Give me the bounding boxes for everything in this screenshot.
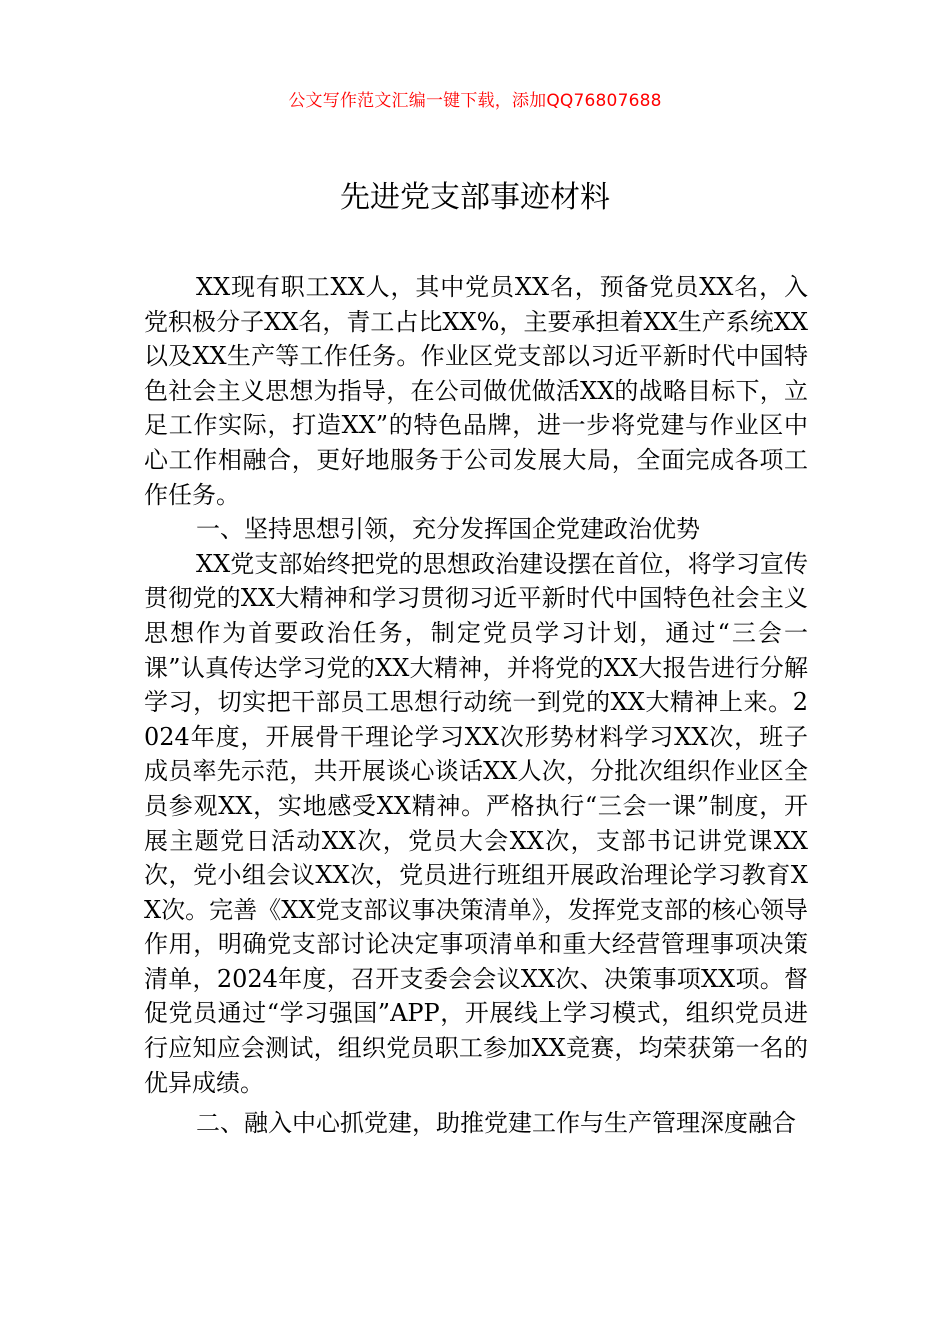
section-heading-2: 二、融入中心抓党建，助推党建工作与生产管理深度融合: [196, 1109, 796, 1138]
header-download-note: 公文写作范文汇编一键下载，添加QQ76807688: [288, 91, 662, 111]
section-heading-1: 一、坚持思想引领，充分发挥国企党建政治优势: [196, 515, 700, 544]
document-title: 先进党支部事迹材料: [340, 180, 610, 215]
document-body: [144, 270, 808, 1141]
intro-paragraph: XX现有职工XX人，其中党员XX名，预备党员XX名，入党积极分子XX名，青工占比XX%，主要承担着XX生产系统XX以及XX生产等工作任务。作业区党支部以习近平新时代中国特色社会主义思想为指导，在公司做优做活XX的战略目标下，立足工作实际，打造XX”的特色品牌，进一步将党建与作业区中心工作相融合，更好地服务于公司发展大局，全面完成各项工作任务。: [144, 273, 808, 509]
section-1-paragraph: XX党支部始终把党的思想政治建设摆在首位，将学习宣传贯彻党的XX大精神和学习贯彻习近平新时代中国特色社会主义思想作为首要政治任务，制定党员学习计划，通过“三会一课”认真传达学习党的XX大精神，并将党的XX大报告进行分解学习，切实把干部员工思想行动统一到党的XX大精神上来。2024年度，开展骨干理论学习XX次形势材料学习XX次，班子成员率先示范，共开展谈心谈话XX人次，分批次组织作业区全员参观XX，实地感受XX精神。严格执行“三会一课”制度，开展主题党日活动XX次，党员大会XX次，支部书记讲党课XX次，党小组会议XX次，党员进行班组开展政治理论学习教育XX次。完善《XX党支部议事决策清单》，发挥党支部的核心领导作用，明确党支部讨论决定事项清单和重大经营管理事项决策清单，2024年度，召开支委会会议XX次、决策事项XX项。督促党员通过“学习强国”APP，开展线上学习模式，组织党员进行应知应会测试，组织党员职工参加XX竞赛，均荣获第一名的优异成绩。: [144, 549, 808, 1097]
